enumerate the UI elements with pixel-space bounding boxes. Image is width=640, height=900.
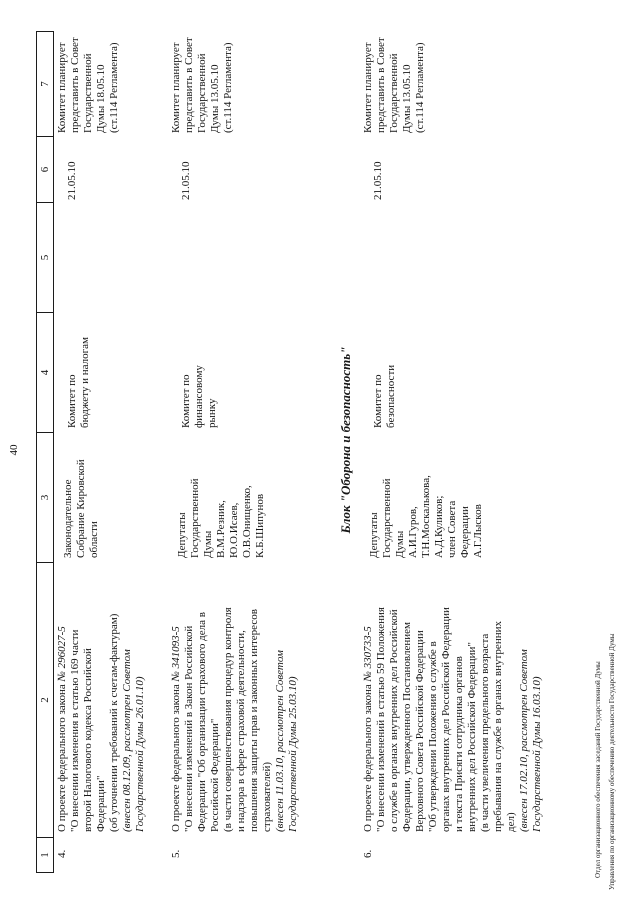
text-line: Государственной Думы 25.03.10): [287, 676, 299, 832]
text-line: (в части увеличения предельного возраста: [479, 633, 491, 832]
text-line: (об уточнении требований к счетам-фактурам): [108, 613, 120, 832]
text-line: Федерации "Об организации страхового дела в: [196, 612, 208, 832]
text-line: представить в Совет: [375, 37, 387, 133]
document-footer: [592, 634, 619, 890]
text-line: рынку: [206, 398, 218, 428]
text-line: бюджету и налогам: [79, 337, 91, 428]
text-line: Депутаты: [176, 512, 188, 558]
text-line: представить в Совет: [69, 37, 81, 133]
column-header-3: 3: [37, 432, 53, 562]
page-number: 40: [8, 444, 20, 456]
table-cell-col3-row-4: [62, 436, 101, 558]
text-line: представить в Совет: [183, 37, 195, 133]
text-line: "О внесении изменения в статью 169 части: [69, 629, 81, 832]
text-line: Верховного Совета Российской Федерации: [414, 630, 426, 832]
table-cell-col3-row-5: [176, 436, 267, 558]
text-line: Думы 13.05.10: [209, 64, 221, 133]
text-line: и надзора в сфере страховой деятельности,: [235, 630, 247, 832]
section-heading: Блок "Оборона и безопасность": [338, 346, 353, 534]
footer-line-2: Управления по организационному обеспечению деятельности Государственной Думы: [607, 633, 616, 890]
text-line: (внесен 17.02.10, рассмотрен Советом: [518, 649, 530, 832]
table-cell-num-row-6: [362, 834, 375, 858]
table-cell-col7-row-4: [56, 31, 121, 133]
text-line: области: [88, 521, 100, 558]
text-line: Государственной: [189, 478, 201, 558]
text-line: органах внутренних дел Российской Федерации: [440, 607, 452, 832]
text-line: А.И.Гуров,: [407, 506, 419, 558]
text-line: К.Б.Шипунов: [254, 493, 266, 558]
text-line: пребывания на службе в органах внутренних: [492, 621, 504, 832]
text-line: 21.05.10: [66, 161, 78, 200]
text-line: повышения защиты прав и законных интересов: [248, 609, 260, 832]
text-line: 6.: [362, 849, 374, 858]
table-cell-col7-row-6: [362, 31, 427, 133]
text-line: о службе в органах внутренних дел Российской: [388, 609, 400, 832]
text-line: член Совета: [446, 500, 458, 558]
text-line: (ст.114 Регламента): [108, 42, 120, 133]
table-cell-col2-row-5: [170, 566, 300, 832]
text-line: Федерации": [95, 775, 107, 832]
column-header-7: 7: [39, 81, 51, 87]
text-line: Российской Федерации": [209, 718, 221, 832]
text-line: (ст.114 Регламента): [414, 42, 426, 133]
text-line: Законодательное: [62, 479, 74, 558]
text-line: Государственной: [82, 53, 94, 133]
table-cell-num-row-5: [170, 834, 183, 858]
table-cell-col4-row-5: [180, 316, 219, 428]
table-cell-col2-row-4: [56, 566, 147, 832]
text-line: Депутаты: [368, 512, 380, 558]
table-cell-col2-row-6: [362, 566, 544, 832]
text-line: О проекте федерального закона № 330733-5: [362, 626, 374, 832]
text-line: безопасности: [385, 364, 397, 428]
text-line: 21.05.10: [372, 161, 384, 200]
text-line: Т.Н.Москалькова,: [420, 475, 432, 558]
text-line: (внесен 08.12.09, рассмотрен Советом: [121, 649, 133, 832]
text-line: (в части совершенствования процедур контроля: [222, 607, 234, 832]
column-header-2: 2: [37, 562, 53, 837]
text-line: О проекте федерального закона № 296027-5: [56, 626, 68, 832]
text-line: внутренних дел Российской Федерации": [466, 642, 478, 832]
column-header-1: 1: [37, 837, 53, 872]
text-line: Думы: [394, 530, 406, 558]
table-cell-col4-row-4: [66, 316, 92, 428]
text-line: Собрание Кировской: [75, 459, 87, 558]
text-line: О проекте федерального закона № 341093-5: [170, 626, 182, 832]
text-line: Ю.О.Исаев,: [228, 502, 240, 558]
column-header-6: 6: [37, 136, 53, 202]
text-line: "О внесении изменений в статью 59 Положения: [375, 607, 387, 832]
text-line: и текста Присяги сотрудника органов: [453, 656, 465, 832]
text-line: Федерации, утвержденного Постановлением: [401, 622, 413, 832]
text-line: Комитет по: [180, 374, 192, 428]
text-line: страхователей): [261, 761, 273, 832]
text-line: Комитет планирует: [362, 42, 374, 133]
text-line: Думы 13.05.10: [401, 64, 413, 133]
table-header-row: [36, 31, 54, 873]
text-line: (ст.114 Регламента): [222, 42, 234, 133]
table-cell-num-row-4: [56, 834, 69, 858]
text-line: (внесен 11.03.10, рассмотрен Советом: [274, 650, 286, 832]
text-line: 21.05.10: [180, 161, 192, 200]
text-line: 5.: [170, 849, 182, 858]
footer-line-1: Отдел организационного обеспечения заседаний Государственной Думы: [594, 661, 602, 878]
text-line: А.Г.Лысков: [472, 504, 484, 558]
text-line: финансовому: [193, 365, 205, 428]
text-line: 4.: [56, 849, 68, 858]
text-line: А.Д.Куликов;: [433, 495, 445, 558]
text-line: Государственной: [196, 53, 208, 133]
table-cell-col7-row-5: [170, 31, 235, 133]
text-line: Государственной Думы 26.01.10): [134, 676, 146, 832]
column-header-4: 4: [37, 312, 53, 432]
text-line: Государственной: [381, 478, 393, 558]
text-line: Комитет планирует: [170, 42, 182, 133]
text-line: Федерации: [459, 506, 471, 558]
text-line: дел): [505, 812, 517, 832]
text-line: В.М.Резник,: [215, 500, 227, 558]
text-line: Комитет планирует: [56, 42, 68, 133]
text-line: Комитет по: [66, 374, 78, 428]
table-cell-col6-row-5: [180, 140, 193, 200]
text-line: О.В.Онищенко,: [241, 485, 253, 558]
table-cell-col3-row-6: [368, 436, 485, 558]
text-line: "О внесении изменений в Закон Российской: [183, 625, 195, 832]
text-line: Государственной: [388, 53, 400, 133]
table-cell-col4-row-6: [372, 316, 398, 428]
text-line: Думы: [202, 530, 214, 558]
column-header-5: 5: [37, 202, 53, 312]
text-line: Комитет по: [372, 374, 384, 428]
text-line: Думы 18.05.10: [95, 64, 107, 133]
text-line: Государственной Думы 16.03.10): [531, 676, 543, 832]
table-cell-col6-row-6: [372, 140, 385, 200]
text-line: "Об утверждении Положения о службе в: [427, 641, 439, 832]
table-cell-col6-row-4: [66, 140, 79, 200]
text-line: второй Налогового кодекса Российской: [82, 648, 94, 832]
